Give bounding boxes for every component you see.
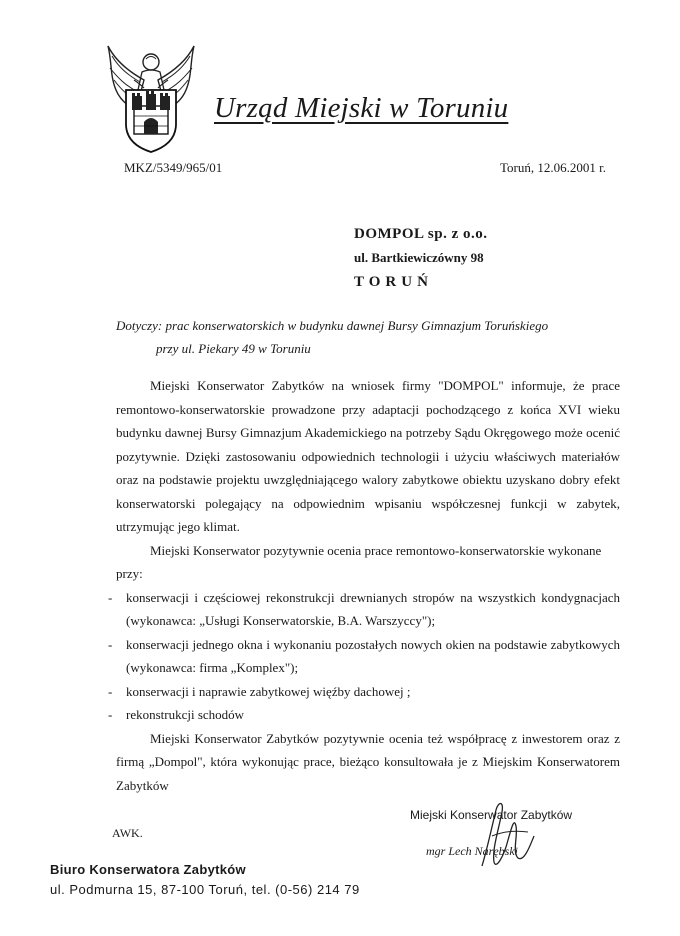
- office-title: Urząd Miejski w Toruniu: [214, 92, 509, 124]
- recipient-city: TORUŃ: [354, 274, 433, 290]
- signatory-title: Miejski Konserwator Zabytków: [410, 808, 573, 822]
- body-paragraph-continuation: przy:: [116, 566, 143, 581]
- torun-coat-of-arms-emblem: [106, 40, 196, 156]
- letter-body: [108, 374, 620, 797]
- body-paragraph: Miejski Konserwator pozytywnie ocenia prace remontowo-konserwatorskie wykonane: [150, 542, 602, 558]
- body-paragraph: Miejski Konserwator Zabytków pozytywnie ocenia też współpracę z inwestorem oraz z firmą „Dompol", która wykonując prace, bieżąco konsultowała je z Miejskim Konserwatorem Zabytków: [116, 730, 620, 793]
- signatory-name: mgr Lech Narębski: [426, 844, 518, 858]
- letter-date: Toruń, 12.06.2001 r.: [500, 160, 606, 175]
- list-dash: -: [108, 683, 113, 699]
- list-dash: -: [108, 589, 113, 605]
- body-paragraph: Miejski Konserwator Zabytków na wniosek firmy "DOMPOL" informuje, że prace remontowo-konserwatorskie prowadzone przy adaptacji pochodzącego z końca XVI wieku budynku dawnej Bursy Gimnazjum Akademickiego na potrzeby Sądu Okręgowego może ocenić pozytywnie. Dzięki zastosowaniu odpowiednich technologii i użyciu właściwych materiałów oraz na podstawie projektu uwzględniającego walory zabytkowe obiektu uzyskano dobry efekt konserwatorski polegający na odpowiednim wpisaniu współczesnej funkcji w zabytek, utrzymując jego klimat.: [116, 378, 620, 534]
- list-item: - konserwacji jednego okna i wykonaniu pozostałych nowych okien na podstawie zabytkowych (wykonawca: firma „Komplex");: [116, 633, 620, 680]
- list-dash: -: [108, 707, 113, 722]
- works-list: [108, 586, 620, 727]
- footer-address: ul. Podmurna 15, 87-100 Toruń, tel. (0-56) 214 79: [50, 882, 360, 897]
- list-item: - konserwacji i naprawie zabytkowej więźby dachowej ;: [116, 680, 620, 704]
- recipient-street: ul. Bartkiewiczówny 98: [354, 250, 484, 265]
- subject-line: Dotyczy: prac konserwatorskich w budynku dawnej Bursy Gimnazjum Toruńskiego: [116, 318, 549, 333]
- subject-address: przy ul. Piekary 49 w Toruniu: [156, 341, 311, 356]
- footer-office-name: Biuro Konserwatora Zabytków: [50, 862, 246, 877]
- recipient-name: DOMPOL sp. z o.o.: [354, 226, 488, 242]
- reference-number: MKZ/5349/965/01: [124, 160, 223, 175]
- list-item: - rekonstrukcji schodów: [116, 703, 620, 727]
- list-dash: -: [108, 636, 113, 652]
- list-item: - konserwacji i częściowej rekonstrukcji drewnianych stropów na wszystkich kondygnacjach (wykonawca: „Usługi Konserwatorskie, B.A. Warszyccy");: [116, 586, 620, 633]
- author-initials: AWK.: [112, 826, 143, 840]
